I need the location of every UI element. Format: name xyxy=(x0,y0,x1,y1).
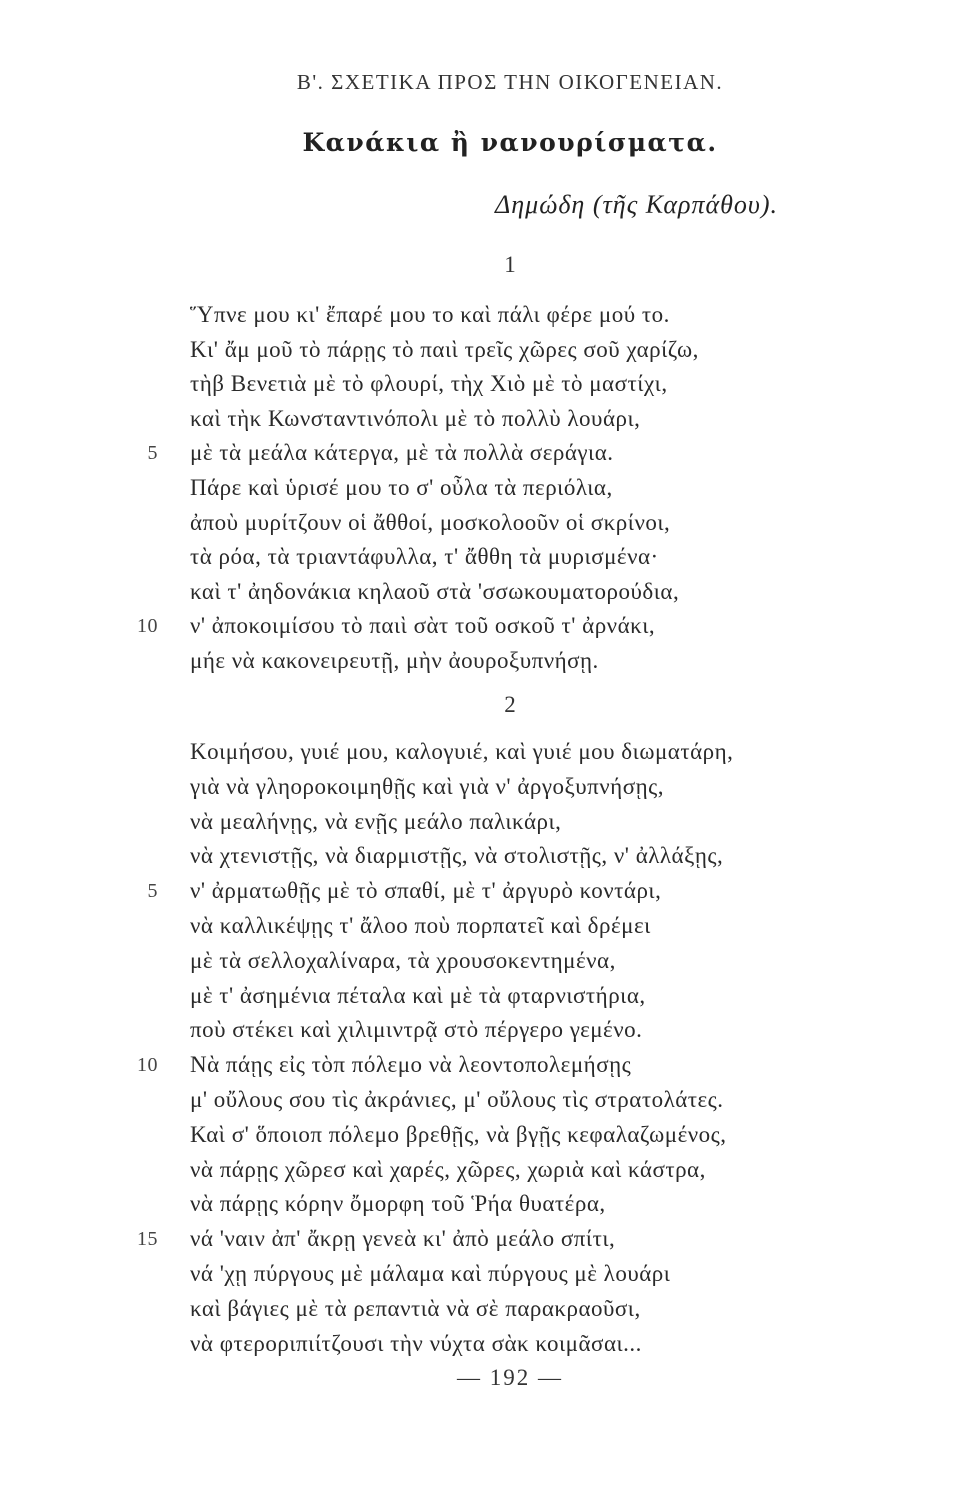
source-subtitle: Δημώδη (τῆς Καρπάθου). xyxy=(495,190,779,219)
line-text: Καὶ σ' ὅποιοπ πόλεμο βρεθῇς, νὰ βγῇς κεφαλαζωμένος, xyxy=(190,1121,727,1147)
line-text: Νὰ πάῃς εἰς τὸπ πόλεμο νὰ λεοντοπολεμήσῃς xyxy=(190,1052,632,1078)
line-number: 15 xyxy=(137,1228,158,1251)
poem-2 xyxy=(137,735,890,1361)
poem-line xyxy=(147,436,890,471)
line-text: μ' οὔλους σου τὶς ἀκράνιες, μ' οὔλους τὶς στρατολάτες. xyxy=(190,1086,724,1112)
line-text: ποὺ στέκει καὶ χιλιμιντρᾷ στὸ πέργερο γεμένο. xyxy=(190,1017,643,1043)
poem-line xyxy=(190,1153,890,1188)
poem-line xyxy=(190,770,890,805)
line-text: μὲ τ' ἀσημένια πέταλα καὶ μὲ τὰ φταρνιστήρια, xyxy=(190,982,646,1008)
line-text: μὲ τὰ σελλοχαλίναρα, τὰ χρουσοκεντημένα, xyxy=(190,947,616,973)
poem-line xyxy=(190,1118,890,1153)
poem-line xyxy=(190,909,890,944)
line-text: καὶ τὴκ Κωνσταντινόπολι μὲ τὸ πολλὺ λουάρι, xyxy=(190,405,641,431)
poem-1 xyxy=(137,298,890,679)
line-text: νὰ φτεροριπιίτζουσι τὴν νύχτα σὰκ κοιμᾶσαι... xyxy=(190,1330,642,1356)
poem-line xyxy=(190,367,890,402)
line-text: καὶ βάγιες μὲ τὰ ρεπαντιὰ νὰ σὲ παρακραοῦσι, xyxy=(190,1295,641,1321)
poem-line xyxy=(190,805,890,840)
line-text: νὰ πάρῃς χῶρεσ καὶ χαρές, χῶρες, χωριὰ καὶ κάστρα, xyxy=(190,1156,706,1182)
line-text: Ὕπνε μου κι' ἔπαρέ μου το καὶ πάλι φέρε μού το. xyxy=(190,302,670,327)
line-text: νά 'ναιν ἀπ' ἄκρῃ γενεὰ κι' ἀπὸ μεάλο σπίτι, xyxy=(190,1226,616,1252)
line-text: νὰ μεαλήνῃς, νὰ ενῇς μεάλο παλικάρι, xyxy=(190,808,562,834)
chapter-title: Κανάκια ἢ νανουρίσματα. xyxy=(302,128,718,157)
line-text: νὰ πάρῃς κόρην ὄμορφη τοῦ Ῥήα θυατέρα, xyxy=(190,1191,606,1217)
poem-line xyxy=(190,1187,890,1222)
poem-line xyxy=(190,506,890,541)
line-text: ἀποὺ μυρίτζουν οἱ ἄθθοί, μοσκολοοῦν οἱ σκρίνοι, xyxy=(190,509,671,535)
line-text: τὴβ Βενετιὰ μὲ τὸ φλουρί, τὴχ Χιὸ μὲ τὸ μαστίχι, xyxy=(190,371,668,397)
running-head: Β'. ΣΧΕΤΙΚΑ ΠΡΟΣ ΤΗΝ ΟΙΚΟΓΕΝΕΙΑΝ. xyxy=(296,70,724,94)
poem-line xyxy=(190,1292,890,1327)
poem-line xyxy=(190,735,890,770)
line-number: 10 xyxy=(137,1054,158,1077)
poem-line xyxy=(190,839,890,874)
line-text: Κοιμήσου, γυιέ μου, καλογυιέ, καὶ γυιέ μου διωματάρη, xyxy=(190,739,734,764)
line-text: νὰ χτενιστῇς, νὰ διαρμιστῇς, νὰ στολιστῇς, ν' ἀλλάξῃς, xyxy=(190,843,724,869)
line-text: μήε νὰ κακονειρευτῇ, μὴν ἀουροξυπνήσῃ. xyxy=(190,647,599,673)
line-text: ν' ἀποκοιμίσου τὸ παιὶ σὰτ τοῦ οσκοῦ τ' ἀρνάκι, xyxy=(190,613,656,639)
line-text: νὰ καλλικέψῃς τ' ἄλοο ποὺ πορπατεῖ καὶ δρέμει xyxy=(190,912,651,938)
line-text: ν' ἀρματωθῇς μὲ τὸ σπαθί, μὲ τ' ἀργυρὸ κοντάρι, xyxy=(190,878,662,904)
poem-line xyxy=(190,1327,890,1362)
line-text: Κι' ἄμ μοῦ τὸ πάρῃς τὸ παιὶ τρεῖς χῶρες σοῦ χαρίζω, xyxy=(190,336,699,362)
line-number: 10 xyxy=(137,615,158,638)
line-text: νά 'χῃ πύργους μὲ μάλαμα καὶ πύργους μὲ λουάρι xyxy=(190,1260,671,1286)
poem-line xyxy=(190,471,890,506)
poem-line xyxy=(190,944,890,979)
poem-line xyxy=(190,333,890,368)
poem-line xyxy=(190,402,890,437)
poem-number-2: 2 xyxy=(504,692,516,717)
poem-line xyxy=(190,540,890,575)
line-text: μὲ τὰ μεάλα κάτεργα, μὲ τὰ πολλὰ σεράγια. xyxy=(190,440,614,466)
poem-number-1: 1 xyxy=(504,252,516,277)
poem-line xyxy=(190,1083,890,1118)
poem-line xyxy=(190,298,890,333)
page-number: — 192 — xyxy=(457,1365,563,1390)
line-text: Πάρε καὶ ὑρισέ μου το σ' οὖλα τὰ περιόλια, xyxy=(190,474,613,500)
poem-line xyxy=(190,1257,890,1292)
poem-line xyxy=(137,1048,890,1083)
poem-line xyxy=(137,609,890,644)
poem-line xyxy=(190,644,890,679)
line-text: τὰ ρόα, τὰ τριαντάφυλλα, τ' ἄθθη τὰ μυρισμένα· xyxy=(190,544,659,570)
poem-line xyxy=(190,979,890,1014)
poem-line xyxy=(147,874,890,909)
line-number: 5 xyxy=(147,880,158,903)
line-number: 5 xyxy=(147,442,158,465)
poem-line xyxy=(190,575,890,610)
line-text: καὶ τ' ἀηδονάκια κηλαοῦ στὰ 'σσωκουματορούδια, xyxy=(190,578,680,604)
line-text: γιὰ νὰ γληοροκοιμηθῇς καὶ γιὰ ν' ἀργοξυπνήσῃς, xyxy=(190,773,664,799)
poem-line xyxy=(137,1222,890,1257)
poem-line xyxy=(190,1013,890,1048)
